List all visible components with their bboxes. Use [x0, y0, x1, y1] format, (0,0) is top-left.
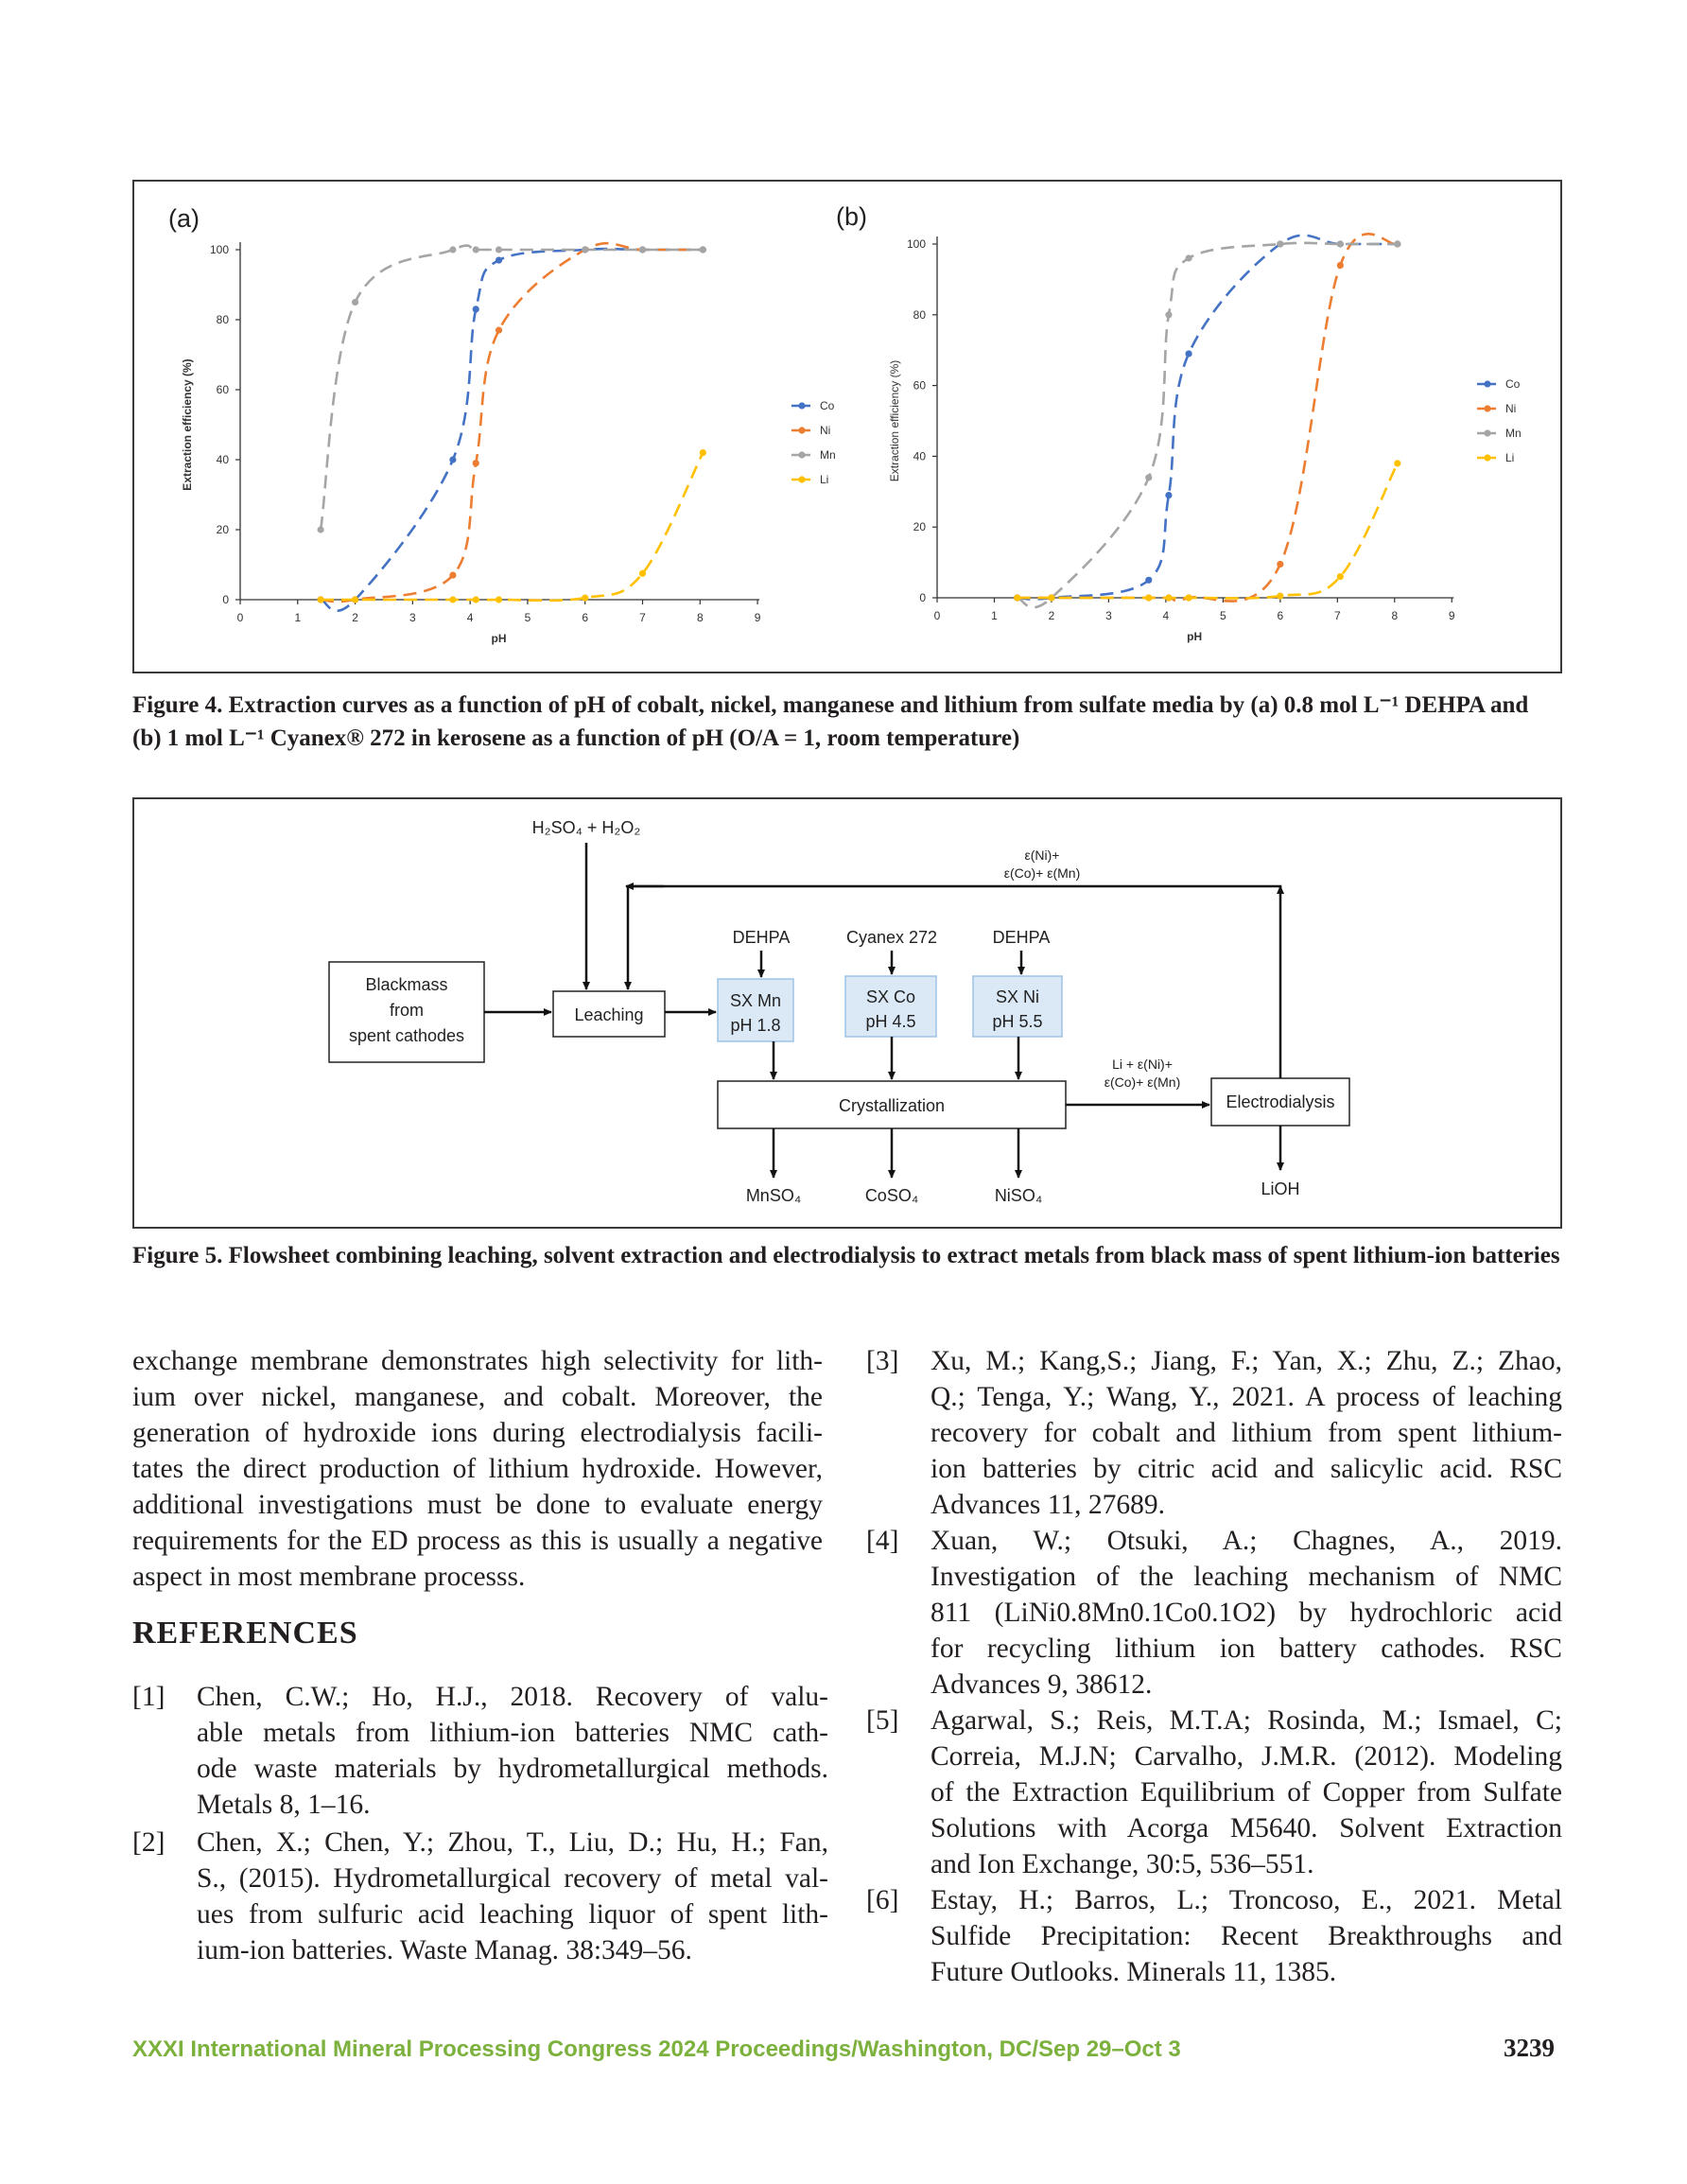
series-line-co	[1017, 236, 1398, 600]
data-point-li	[700, 449, 706, 456]
figure-5-flowsheet	[134, 799, 1560, 1227]
y-tick-label: 100	[906, 237, 926, 251]
x-tick-label: 6	[582, 611, 589, 624]
y-tick-label: 80	[913, 307, 926, 322]
x-tick-label: 7	[1333, 609, 1341, 622]
reference-line: and Ion Exchange, 30:5, 536–551.	[930, 1849, 1314, 1879]
x-axis-title: pH	[491, 632, 507, 645]
reference-number: [5]	[866, 1705, 899, 1736]
body-line: additional investigations must be done to evaluate energy	[132, 1490, 823, 1520]
x-tick-label: 2	[1048, 609, 1055, 622]
reference-line: ion batteries by citric acid and salicylic acid. RSC	[930, 1454, 1562, 1484]
x-tick-label: 8	[696, 611, 704, 624]
lioh-output-label: LiOH	[1261, 1179, 1300, 1198]
data-point-li	[449, 596, 456, 603]
data-point-ni	[449, 572, 456, 579]
y-tick-label: 80	[216, 313, 229, 326]
blackmass-label-3: spent cathodes	[348, 1026, 465, 1045]
data-point-mn	[1165, 311, 1172, 318]
reference-line: S., (2015). Hydrometallurgical recovery of metal val-	[197, 1863, 828, 1894]
sx-co-label-1: SX Co	[865, 987, 916, 1006]
data-point-mn	[352, 299, 358, 306]
reference-item	[866, 1343, 1562, 1523]
reference-line: Sulfide Precipitation: Recent Breakthroughs and	[930, 1921, 1562, 1951]
reference-line: Xu, M.; Kang,S.; Jiang, F.; Yan, X.; Zhu, Z.; Zhao,	[930, 1346, 1562, 1376]
x-tick-label: 5	[1220, 609, 1226, 622]
reference-line: ode waste materials by hydrometallurgical methods.	[197, 1754, 828, 1784]
y-tick-label: 20	[216, 523, 229, 536]
legend-label-co: Co	[1505, 377, 1521, 391]
data-point-li	[1337, 573, 1344, 580]
legend-label-co: Co	[820, 399, 835, 412]
references-heading: REFERENCES	[132, 1616, 358, 1651]
x-tick-label: 0	[933, 609, 941, 622]
data-point-mn	[1337, 240, 1344, 247]
legend-marker-co	[1484, 380, 1490, 387]
y-axis-title: Extraction efficiency (%)	[888, 359, 901, 482]
reference-number: [6]	[866, 1885, 899, 1915]
data-point-ni	[1337, 262, 1344, 269]
data-point-li	[1277, 593, 1283, 600]
data-point-mn	[639, 246, 646, 253]
recycle-label-1: ε(Ni)+	[1024, 847, 1060, 863]
panel-label: (a)	[168, 204, 200, 233]
x-tick-label: 0	[236, 611, 244, 624]
data-point-li	[1145, 594, 1152, 601]
body-line: requirements for the ED process as this is usually a negative	[132, 1526, 823, 1556]
x-tick-label: 1	[991, 609, 998, 622]
mnso4-output-label: MnSO₄	[745, 1186, 802, 1205]
reference-line: Xuan, W.; Otsuki, A.; Chagnes, A., 2019.	[930, 1526, 1562, 1556]
to-ed-label-1: Li + ε(Ni)+	[1112, 1057, 1173, 1072]
x-tick-label: 6	[1277, 609, 1284, 622]
x-tick-label: 8	[1391, 609, 1399, 622]
reference-line: Agarwal, S.; Reis, M.T.A; Rosinda, M.; Ismael, C;	[930, 1705, 1562, 1736]
reference-line: for recycling lithium ion battery cathodes. RSC	[930, 1634, 1562, 1664]
body-line: ium over nickel, manganese, and cobalt. Moreover, the	[132, 1382, 823, 1412]
legend-label-mn: Mn	[820, 448, 836, 462]
data-point-ni	[473, 460, 479, 466]
data-point-co	[496, 257, 502, 264]
recycle-label-2: ε(Co)+ ε(Mn)	[1003, 865, 1081, 881]
data-point-mn	[1277, 240, 1283, 247]
figure-4-charts	[134, 182, 1560, 672]
data-point-mn	[1145, 474, 1152, 480]
y-tick-label: 40	[913, 449, 926, 463]
data-point-li	[582, 595, 588, 602]
y-tick-label: 20	[913, 520, 926, 534]
x-tick-label: 7	[639, 611, 646, 624]
dehpa-input-label-2: DEHPA	[992, 928, 1051, 947]
page-number: 3239	[1504, 2034, 1555, 2062]
data-point-mn	[1185, 254, 1191, 261]
body-line: tates the direct production of lithium hydroxide. However,	[132, 1454, 823, 1484]
figure-5-caption: Figure 5. Flowsheet combining leaching, solvent extraction and electrodialysis to extract metals from black mass of spent lithium-ion batteries	[132, 1243, 1560, 1268]
y-tick-label: 40	[216, 453, 229, 466]
reference-line: Estay, H.; Barros, L.; Troncoso, E., 2021. Metal	[930, 1885, 1562, 1915]
x-tick-label: 2	[352, 611, 358, 624]
reference-line: ium-ion batteries. Waste Manag. 38:349–56.	[197, 1935, 692, 1966]
series-line-li	[321, 453, 703, 601]
legend-marker-ni	[1484, 405, 1490, 411]
data-point-li	[496, 596, 502, 603]
reference-line: Q.; Tenga, Y.; Wang, Y., 2021. A process of leaching	[930, 1382, 1562, 1412]
reference-item	[866, 1882, 1562, 1990]
data-point-mn	[700, 246, 706, 253]
data-point-co	[1185, 350, 1191, 357]
sx-mn-label-2: pH 1.8	[730, 1016, 781, 1035]
reference-item	[866, 1523, 1562, 1703]
data-point-ni	[1277, 561, 1283, 568]
reference-line: Correia, M.J.N; Carvalho, J.M.R. (2012). Modeling	[930, 1741, 1562, 1772]
series-line-ni	[321, 243, 703, 602]
legend-marker-li	[1484, 454, 1490, 461]
leaching-label: Leaching	[574, 1005, 644, 1024]
legend-label-li: Li	[1505, 451, 1515, 464]
reference-line: Advances 11, 27689.	[930, 1490, 1165, 1520]
y-tick-label: 60	[913, 378, 926, 393]
electrodialysis-label: Electrodialysis	[1226, 1092, 1335, 1111]
legend-label-ni: Ni	[1505, 402, 1517, 415]
reference-line: Metals 8, 1–16.	[197, 1790, 371, 1820]
reference-number: [4]	[866, 1526, 899, 1556]
y-tick-label: 0	[919, 591, 926, 604]
data-point-mn	[496, 246, 502, 253]
reference-number: [3]	[866, 1346, 899, 1376]
data-point-mn	[1394, 240, 1400, 247]
data-point-mn	[582, 246, 588, 253]
figure-5-frame	[132, 797, 1562, 1229]
sx-mn-label-1: SX Mn	[729, 991, 782, 1010]
dehpa-input-label-1: DEHPA	[732, 928, 791, 947]
data-point-co	[449, 456, 456, 463]
body-line: aspect in most membrane processs.	[132, 1562, 526, 1592]
body-line: exchange membrane demonstrates high selectivity for lith-	[132, 1346, 823, 1376]
series-line-co	[321, 249, 703, 611]
panel-label: (b)	[836, 202, 867, 231]
series-line-mn	[1017, 243, 1398, 607]
to-ed-label-2: ε(Co)+ ε(Mn)	[1104, 1075, 1181, 1090]
x-tick-label: 9	[1448, 609, 1455, 622]
legend-marker-co	[798, 402, 805, 409]
x-tick-label: 3	[1105, 609, 1112, 622]
x-axis-title: pH	[1187, 630, 1203, 643]
data-point-li	[318, 596, 324, 603]
data-point-co	[1145, 577, 1152, 584]
x-tick-label: 9	[754, 611, 761, 624]
legend-marker-ni	[798, 427, 805, 433]
reference-line: able metals from lithium-ion batteries NMC cath-	[197, 1718, 828, 1748]
reference-line: of the Extraction Equilibrium of Copper from Sulfate	[930, 1777, 1562, 1808]
coso4-output-label: CoSO₄	[864, 1186, 919, 1205]
data-point-ni	[496, 327, 502, 334]
y-tick-label: 100	[209, 243, 229, 256]
data-point-co	[1165, 492, 1172, 498]
series-line-mn	[321, 246, 703, 530]
y-axis-title: Extraction efficiency (%)	[181, 358, 194, 491]
legend-label-li: Li	[820, 473, 829, 486]
reference-line: Future Outlooks. Minerals 11, 1385.	[930, 1957, 1337, 1987]
reference-item	[866, 1703, 1562, 1882]
series-line-ni	[1017, 234, 1398, 601]
legend-label-ni: Ni	[820, 424, 831, 437]
data-point-mn	[318, 526, 324, 533]
legend-marker-li	[798, 476, 805, 482]
cyanex-input-label: Cyanex 272	[845, 928, 938, 947]
reference-line: recovery for cobalt and lithium from spent lithium-	[930, 1418, 1562, 1448]
reference-line: Investigation of the leaching mechanism of NMC	[930, 1562, 1562, 1592]
footer-conference: XXXI International Mineral Processing Congress 2024 Proceedings/Washington, DC/Sep 29–Oct 3	[132, 2036, 1181, 2062]
acid-input-label: H₂SO₄ + H₂O₂	[531, 818, 641, 837]
figure-4-caption: Figure 4. Extraction curves as a function of pH of cobalt, nickel, manganese and lithium from sulfate media by (a) 0.8 mol L⁻¹ DEHPA and (b) 1 mol L⁻¹ Cyanex® 272 in kerosene as a function of pH (O/A = 1, room temperature)	[132, 692, 1529, 751]
data-point-li	[473, 596, 479, 603]
data-point-co	[473, 306, 479, 312]
y-tick-label: 0	[222, 593, 229, 606]
data-point-li	[352, 596, 358, 603]
reference-line: Solutions with Acorga M5640. Solvent Extraction	[930, 1813, 1562, 1843]
legend-marker-mn	[1484, 429, 1490, 436]
reference-number: [2]	[132, 1827, 165, 1858]
x-tick-label: 4	[1162, 609, 1170, 622]
arrow-recycle-to-leaching	[628, 886, 1280, 989]
y-tick-label: 60	[216, 383, 229, 396]
reference-line: ues from sulfuric acid leaching liquor of spent lith-	[197, 1899, 828, 1930]
reference-line: Chen, X.; Chen, Y.; Zhou, T., Liu, D.; Hu, H.; Fan,	[197, 1827, 828, 1858]
reference-line: 811 (LiNi0.8Mn0.1Co0.1O2) by hydrochloric acid	[930, 1598, 1562, 1628]
data-point-li	[1185, 594, 1191, 601]
x-tick-label: 4	[466, 611, 474, 624]
data-point-li	[1165, 594, 1172, 601]
sx-ni-label-2: pH 5.5	[992, 1012, 1043, 1031]
data-point-li	[1014, 594, 1020, 601]
data-point-mn	[449, 246, 456, 253]
figure-4-frame	[132, 180, 1562, 673]
blackmass-label-2: from	[390, 1001, 424, 1020]
x-tick-label: 1	[294, 611, 302, 624]
data-point-li	[639, 570, 646, 577]
sx-ni-label-1: SX Ni	[995, 987, 1040, 1006]
data-point-li	[1048, 594, 1054, 601]
niso4-output-label: NiSO₄	[994, 1186, 1043, 1205]
reference-line: Chen, C.W.; Ho, H.J., 2018. Recovery of valu-	[197, 1682, 828, 1712]
reference-line: Advances 9, 38612.	[930, 1669, 1153, 1700]
data-point-li	[1394, 460, 1400, 466]
reference-number: [1]	[132, 1682, 165, 1712]
body-line: generation of hydroxide ions during electrodialysis facili-	[132, 1418, 823, 1448]
reference-item	[132, 1679, 828, 1823]
data-point-mn	[473, 246, 479, 253]
reference-item	[132, 1825, 828, 1968]
crystallization-label: Crystallization	[838, 1096, 946, 1115]
legend-label-mn: Mn	[1505, 427, 1522, 440]
sx-co-label-2: pH 4.5	[865, 1012, 916, 1031]
x-tick-label: 5	[524, 611, 531, 624]
x-tick-label: 3	[409, 611, 416, 624]
blackmass-label-1: Blackmass	[365, 975, 448, 994]
legend-marker-mn	[798, 451, 805, 458]
